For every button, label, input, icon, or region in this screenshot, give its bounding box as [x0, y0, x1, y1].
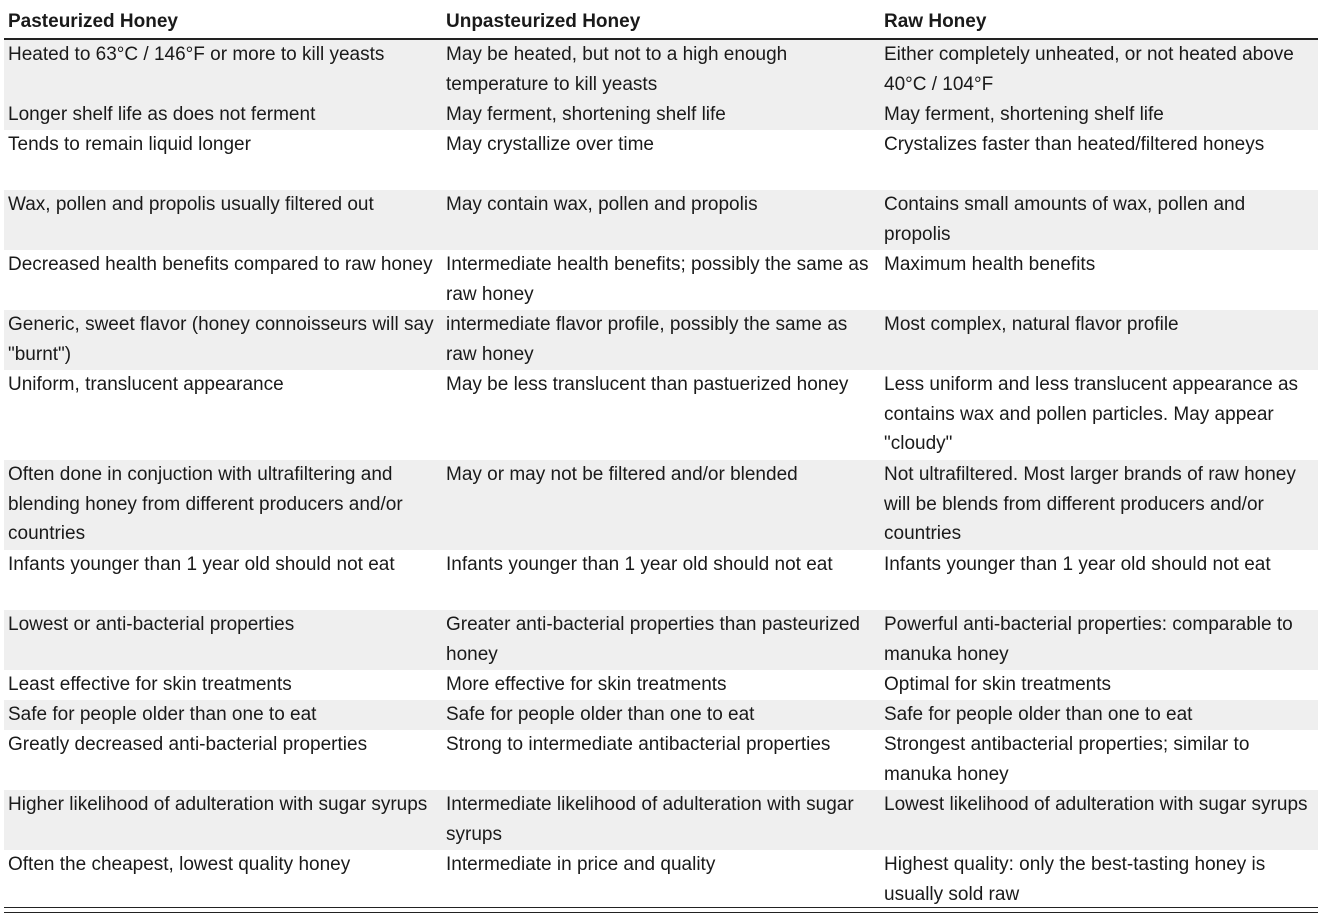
table-row	[4, 40, 1318, 100]
table-cell: Wax, pollen and propolis usually filtered out	[8, 194, 374, 215]
table-row	[4, 310, 1318, 370]
table-cell: Safe for people older than one to eat	[884, 704, 1193, 725]
table-cell: Often done in conjuction with ultrafiltering and blending honey from different producers and/or countries	[8, 464, 403, 544]
table-cell: Powerful anti-bacterial properties: comparable to manuka honey	[884, 614, 1293, 665]
table-row	[4, 730, 1318, 790]
table-cell: Safe for people older than one to eat	[446, 704, 755, 725]
table-row	[4, 370, 1318, 460]
table-cell: Optimal for skin treatments	[884, 674, 1112, 695]
table-cell: May ferment, shortening shelf life	[884, 104, 1164, 125]
table-cell: Decreased health benefits compared to raw honey	[8, 254, 433, 275]
table-row	[4, 460, 1318, 550]
table-cell: May be heated, but not to a high enough temperature to kill yeasts	[446, 44, 788, 95]
table-cell: Lowest likelihood of adulteration with sugar syrups	[884, 794, 1308, 815]
table-cell: Strong to intermediate antibacterial properties	[446, 734, 831, 755]
table-row	[4, 670, 1318, 700]
table-cell: More effective for skin treatments	[446, 674, 727, 695]
table-cell: May contain wax, pollen and propolis	[446, 194, 758, 215]
table-cell: Infants younger than 1 year old should not eat	[8, 554, 395, 575]
table-cell: Strongest antibacterial properties; similar to manuka honey	[884, 734, 1250, 785]
table-cell: Most complex, natural flavor profile	[884, 314, 1179, 335]
table-cell: Intermediate health benefits; possibly the same as raw honey	[446, 254, 869, 305]
table-row	[4, 250, 1318, 310]
table-header	[4, 6, 1318, 40]
table-cell: May or may not be filtered and/or blended	[446, 464, 798, 485]
table-row	[4, 610, 1318, 670]
table-row	[4, 550, 1318, 610]
table-cell: Generic, sweet flavor (honey connoisseurs will say "burnt")	[8, 314, 434, 365]
table-cell: Infants younger than 1 year old should not eat	[446, 554, 833, 575]
table-cell: intermediate flavor profile, possibly the same as raw honey	[446, 314, 848, 365]
bottom-rule-upper	[4, 907, 1318, 908]
table-cell: May ferment, shortening shelf life	[446, 104, 726, 125]
header-unpasteurized: Unpasteurized Honey	[446, 11, 641, 32]
honey-comparison-table	[4, 6, 1318, 910]
table-cell: Crystalizes faster than heated/filtered honeys	[884, 134, 1265, 155]
table-cell: Safe for people older than one to eat	[8, 704, 317, 725]
table-cell: Infants younger than 1 year old should not eat	[884, 554, 1271, 575]
table-row	[4, 190, 1318, 250]
table-cell: Contains small amounts of wax, pollen and propolis	[884, 194, 1246, 245]
bottom-rule-lower	[4, 912, 1318, 913]
table-cell: Less uniform and less translucent appearance as contains wax and pollen particles. May appear "cloudy"	[884, 374, 1299, 454]
table-cell: May be less translucent than pastuerized honey	[446, 374, 849, 395]
table-cell: Either completely unheated, or not heated above 40°C / 104°F	[884, 44, 1294, 95]
table-cell: Heated to 63°C / 146°F or more to kill yeasts	[8, 44, 385, 65]
table-cell: Least effective for skin treatments	[8, 674, 292, 695]
table-cell: Not ultrafiltered. Most larger brands of raw honey will be blends from different producers and/or countries	[884, 464, 1296, 544]
table-cell: Highest quality: only the best-tasting honey is usually sold raw	[884, 854, 1266, 905]
table-row	[4, 850, 1318, 910]
table-cell: Greatly decreased anti-bacterial properties	[8, 734, 368, 755]
table-cell: Uniform, translucent appearance	[8, 374, 284, 395]
table-row	[4, 130, 1318, 190]
table-cell: Lowest or anti-bacterial properties	[8, 614, 295, 635]
header-raw: Raw Honey	[884, 11, 987, 32]
table-cell: Greater anti-bacterial properties than pasteurized honey	[446, 614, 861, 665]
table-cell: Intermediate likelihood of adulteration with sugar syrups	[446, 794, 854, 845]
header-pasteurized: Pasteurized Honey	[8, 11, 178, 32]
table-cell: Tends to remain liquid longer	[8, 134, 251, 155]
table-cell: Higher likelihood of adulteration with sugar syrups	[8, 794, 428, 815]
table-cell: Maximum health benefits	[884, 254, 1096, 275]
table-cell: May crystallize over time	[446, 134, 654, 155]
table-row	[4, 100, 1318, 130]
table-cell: Often the cheapest, lowest quality honey	[8, 854, 351, 875]
table-cell: Intermediate in price and quality	[446, 854, 716, 875]
table-cell: Longer shelf life as does not ferment	[8, 104, 316, 125]
table-row	[4, 700, 1318, 730]
table-row	[4, 790, 1318, 850]
